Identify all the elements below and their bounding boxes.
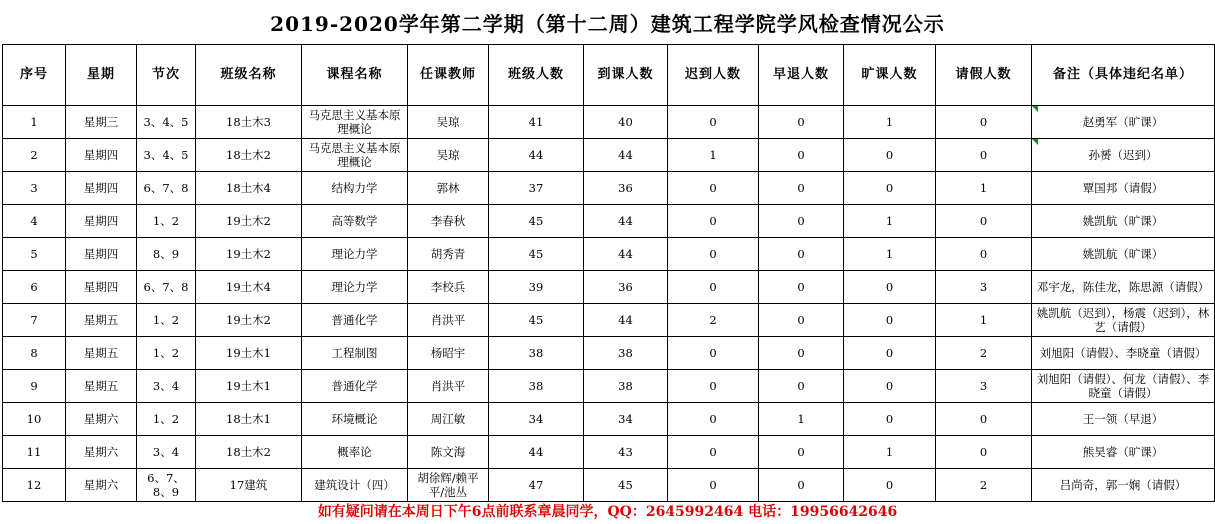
class-name-cell: 18土木2: [196, 436, 302, 469]
class-period-cell: 6、7、8、9: [137, 469, 196, 502]
early-leave-count-cell: 0: [759, 139, 844, 172]
class-period-cell: 1、2: [137, 403, 196, 436]
course-name-cell: 建筑设计（四）: [302, 469, 408, 502]
teacher-cell: 胡秀青: [408, 238, 489, 271]
teacher-cell: 李校兵: [408, 271, 489, 304]
course-name-cell: 普通化学: [302, 370, 408, 403]
early-leave-count-cell: 0: [759, 271, 844, 304]
leave-count-cell: 2: [936, 337, 1032, 370]
late-count-cell: 0: [668, 172, 759, 205]
weekday-cell: 星期四: [66, 172, 137, 205]
class-period-cell: 1、2: [137, 205, 196, 238]
row-number-cell: 8: [3, 337, 66, 370]
teacher-cell: 吴琼: [408, 106, 489, 139]
leave-count-cell: 2: [936, 469, 1032, 502]
early-leave-count-cell: 0: [759, 205, 844, 238]
class-period-cell: 3、4: [137, 436, 196, 469]
class-name-cell: 19土木2: [196, 304, 302, 337]
course-name-cell: 高等数学: [302, 205, 408, 238]
class-size-cell: 44: [489, 436, 584, 469]
weekday-cell: 星期四: [66, 271, 137, 304]
weekday-cell: 星期四: [66, 238, 137, 271]
class-size-cell: 41: [489, 106, 584, 139]
early-leave-count-cell: 0: [759, 337, 844, 370]
remark-cell: 熊昊睿（旷课）: [1032, 436, 1215, 469]
class-name-cell: 17建筑: [196, 469, 302, 502]
late-count-cell: 0: [668, 370, 759, 403]
leave-count-cell: 1: [936, 304, 1032, 337]
late-count-cell: 0: [668, 271, 759, 304]
remark-cell: 姚凯航（旷课）: [1032, 205, 1215, 238]
course-name-cell: 理论力学: [302, 238, 408, 271]
class-size-cell: 47: [489, 469, 584, 502]
attendance-count-cell: 44: [584, 205, 668, 238]
weekday-cell: 星期五: [66, 337, 137, 370]
row-number-cell: 3: [3, 172, 66, 205]
course-name-cell: 概率论: [302, 436, 408, 469]
header-cell: 班级人数: [489, 45, 584, 106]
attendance-count-cell: 36: [584, 271, 668, 304]
attendance-count-cell: 45: [584, 469, 668, 502]
row-number-cell: 10: [3, 403, 66, 436]
row-number-cell: 4: [3, 205, 66, 238]
remark-cell: 王一领（早退）: [1032, 403, 1215, 436]
table-row: [3, 337, 1215, 370]
absent-count-cell: 0: [844, 172, 936, 205]
teacher-cell: 郭林: [408, 172, 489, 205]
leave-count-cell: 3: [936, 271, 1032, 304]
class-name-cell: 18土木3: [196, 106, 302, 139]
class-size-cell: 45: [489, 205, 584, 238]
teacher-cell: 肖洪平: [408, 370, 489, 403]
row-number-cell: 11: [3, 436, 66, 469]
table-row: [3, 436, 1215, 469]
class-size-cell: 38: [489, 337, 584, 370]
course-name-cell: 工程制图: [302, 337, 408, 370]
remark-cell: 孙赟（迟到）: [1032, 139, 1215, 172]
teacher-cell: 吴琼: [408, 139, 489, 172]
class-name-cell: 18土木2: [196, 139, 302, 172]
row-number-cell: 5: [3, 238, 66, 271]
class-name-cell: 19土木2: [196, 205, 302, 238]
absent-count-cell: 0: [844, 337, 936, 370]
teacher-cell: 胡徐辉/赖平平/池丛: [408, 469, 489, 502]
absent-count-cell: 0: [844, 304, 936, 337]
course-name-cell: 马克思主义基本原理概论: [302, 106, 408, 139]
weekday-cell: 星期六: [66, 469, 137, 502]
course-name-cell: 普通化学: [302, 304, 408, 337]
header-row: [3, 45, 1215, 106]
contact-footer: 如有疑问请在本周日下午6点前联系章晨同学，QQ：2645992464 电话：19956642646: [317, 504, 898, 520]
class-period-cell: 3、4: [137, 370, 196, 403]
absent-count-cell: 0: [844, 139, 936, 172]
header-cell: 早退人数: [759, 45, 844, 106]
absent-count-cell: 1: [844, 106, 936, 139]
early-leave-count-cell: 0: [759, 106, 844, 139]
class-size-cell: 38: [489, 370, 584, 403]
late-count-cell: 0: [668, 106, 759, 139]
table-row: [3, 205, 1215, 238]
attendance-count-cell: 40: [584, 106, 668, 139]
table-row: [3, 106, 1215, 139]
table-row: [3, 370, 1215, 403]
weekday-cell: 星期三: [66, 106, 137, 139]
class-name-cell: 19土木1: [196, 337, 302, 370]
late-count-cell: 0: [668, 403, 759, 436]
teacher-cell: 陈文海: [408, 436, 489, 469]
class-name-cell: 18土木1: [196, 403, 302, 436]
header-cell: 请假人数: [936, 45, 1032, 106]
attendance-count-cell: 44: [584, 238, 668, 271]
row-number-cell: 7: [3, 304, 66, 337]
class-size-cell: 34: [489, 403, 584, 436]
remark-cell: 赵勇军（旷课）: [1032, 106, 1215, 139]
early-leave-count-cell: 0: [759, 304, 844, 337]
leave-count-cell: 0: [936, 205, 1032, 238]
early-leave-count-cell: 0: [759, 370, 844, 403]
late-count-cell: 2: [668, 304, 759, 337]
leave-count-cell: 3: [936, 370, 1032, 403]
remark-cell: 姚凯航（迟到），杨震（迟到），林艺（请假）: [1032, 304, 1215, 337]
course-name-cell: 理论力学: [302, 271, 408, 304]
early-leave-count-cell: 1: [759, 403, 844, 436]
row-number-cell: 9: [3, 370, 66, 403]
leave-count-cell: 0: [936, 106, 1032, 139]
attendance-count-cell: 36: [584, 172, 668, 205]
cell-comment-marker: [1032, 106, 1038, 112]
late-count-cell: 0: [668, 205, 759, 238]
header-cell: 迟到人数: [668, 45, 759, 106]
remark-cell: 覃国邦（请假）: [1032, 172, 1215, 205]
late-count-cell: 0: [668, 337, 759, 370]
header-cell: 节次: [137, 45, 196, 106]
weekday-cell: 星期四: [66, 139, 137, 172]
header-cell: 序号: [3, 45, 66, 106]
header-cell: 班级名称: [196, 45, 302, 106]
weekday-cell: 星期六: [66, 436, 137, 469]
course-name-cell: 马克思主义基本原理概论: [302, 139, 408, 172]
header-cell: 任课教师: [408, 45, 489, 106]
leave-count-cell: 0: [936, 139, 1032, 172]
teacher-cell: 肖洪平: [408, 304, 489, 337]
leave-count-cell: 1: [936, 172, 1032, 205]
class-name-cell: 19土木4: [196, 271, 302, 304]
late-count-cell: 0: [668, 469, 759, 502]
row-number-cell: 12: [3, 469, 66, 502]
early-leave-count-cell: 0: [759, 436, 844, 469]
class-size-cell: 37: [489, 172, 584, 205]
class-period-cell: 1、2: [137, 337, 196, 370]
absent-count-cell: 0: [844, 403, 936, 436]
absent-count-cell: 0: [844, 271, 936, 304]
class-name-cell: 18土木4: [196, 172, 302, 205]
remark-cell: 刘旭阳（请假）、何龙（请假）、李晓童（请假）: [1032, 370, 1215, 403]
remark-cell: 吕尚奇，郭一娴（请假）: [1032, 469, 1215, 502]
teacher-cell: 杨昭宇: [408, 337, 489, 370]
late-count-cell: 0: [668, 238, 759, 271]
header-cell: 旷课人数: [844, 45, 936, 106]
remark-cell: 邓宇龙，陈佳龙，陈思源（请假）: [1032, 271, 1215, 304]
inspection-table: [2, 44, 1215, 502]
early-leave-count-cell: 0: [759, 172, 844, 205]
weekday-cell: 星期六: [66, 403, 137, 436]
weekday-cell: 星期四: [66, 205, 137, 238]
leave-count-cell: 0: [936, 436, 1032, 469]
attendance-count-cell: 34: [584, 403, 668, 436]
table-row: [3, 238, 1215, 271]
attendance-count-cell: 38: [584, 370, 668, 403]
attendance-count-cell: 43: [584, 436, 668, 469]
table-row: [3, 469, 1215, 502]
remark-cell: 姚凯航（旷课）: [1032, 238, 1215, 271]
class-period-cell: 1、2: [137, 304, 196, 337]
header-cell: 课程名称: [302, 45, 408, 106]
cell-comment-marker: [1032, 139, 1038, 145]
class-size-cell: 45: [489, 304, 584, 337]
header-cell: 星期: [66, 45, 137, 106]
early-leave-count-cell: 0: [759, 238, 844, 271]
table-row: [3, 172, 1215, 205]
early-leave-count-cell: 0: [759, 469, 844, 502]
class-name-cell: 19土木2: [196, 238, 302, 271]
page-title: 2019-2020学年第二学期（第十二周）建筑工程学院学风检查情况公示: [270, 12, 945, 36]
row-number-cell: 2: [3, 139, 66, 172]
weekday-cell: 星期五: [66, 370, 137, 403]
header-cell: 到课人数: [584, 45, 668, 106]
teacher-cell: 李春秋: [408, 205, 489, 238]
course-name-cell: 环境概论: [302, 403, 408, 436]
header-cell: 备注（具体违纪名单）: [1032, 45, 1215, 106]
absent-count-cell: 0: [844, 469, 936, 502]
absent-count-cell: 1: [844, 205, 936, 238]
absent-count-cell: 1: [844, 238, 936, 271]
attendance-count-cell: 44: [584, 139, 668, 172]
class-size-cell: 39: [489, 271, 584, 304]
class-size-cell: 44: [489, 139, 584, 172]
class-period-cell: 6、7、8: [137, 172, 196, 205]
late-count-cell: 1: [668, 139, 759, 172]
late-count-cell: 0: [668, 436, 759, 469]
class-period-cell: 3、4、5: [137, 106, 196, 139]
leave-count-cell: 0: [936, 238, 1032, 271]
course-name-cell: 结构力学: [302, 172, 408, 205]
class-period-cell: 3、4、5: [137, 139, 196, 172]
attendance-count-cell: 44: [584, 304, 668, 337]
row-number-cell: 6: [3, 271, 66, 304]
table-row: [3, 403, 1215, 436]
table-row: [3, 139, 1215, 172]
table-row: [3, 271, 1215, 304]
table-row: [3, 304, 1215, 337]
class-period-cell: 8、9: [137, 238, 196, 271]
attendance-count-cell: 38: [584, 337, 668, 370]
leave-count-cell: 0: [936, 403, 1032, 436]
absent-count-cell: 1: [844, 436, 936, 469]
row-number-cell: 1: [3, 106, 66, 139]
remark-cell: 刘旭阳（请假）、李晓童（请假）: [1032, 337, 1215, 370]
absent-count-cell: 0: [844, 370, 936, 403]
class-size-cell: 45: [489, 238, 584, 271]
class-period-cell: 6、7、8: [137, 271, 196, 304]
weekday-cell: 星期五: [66, 304, 137, 337]
class-name-cell: 19土木1: [196, 370, 302, 403]
teacher-cell: 周江敏: [408, 403, 489, 436]
